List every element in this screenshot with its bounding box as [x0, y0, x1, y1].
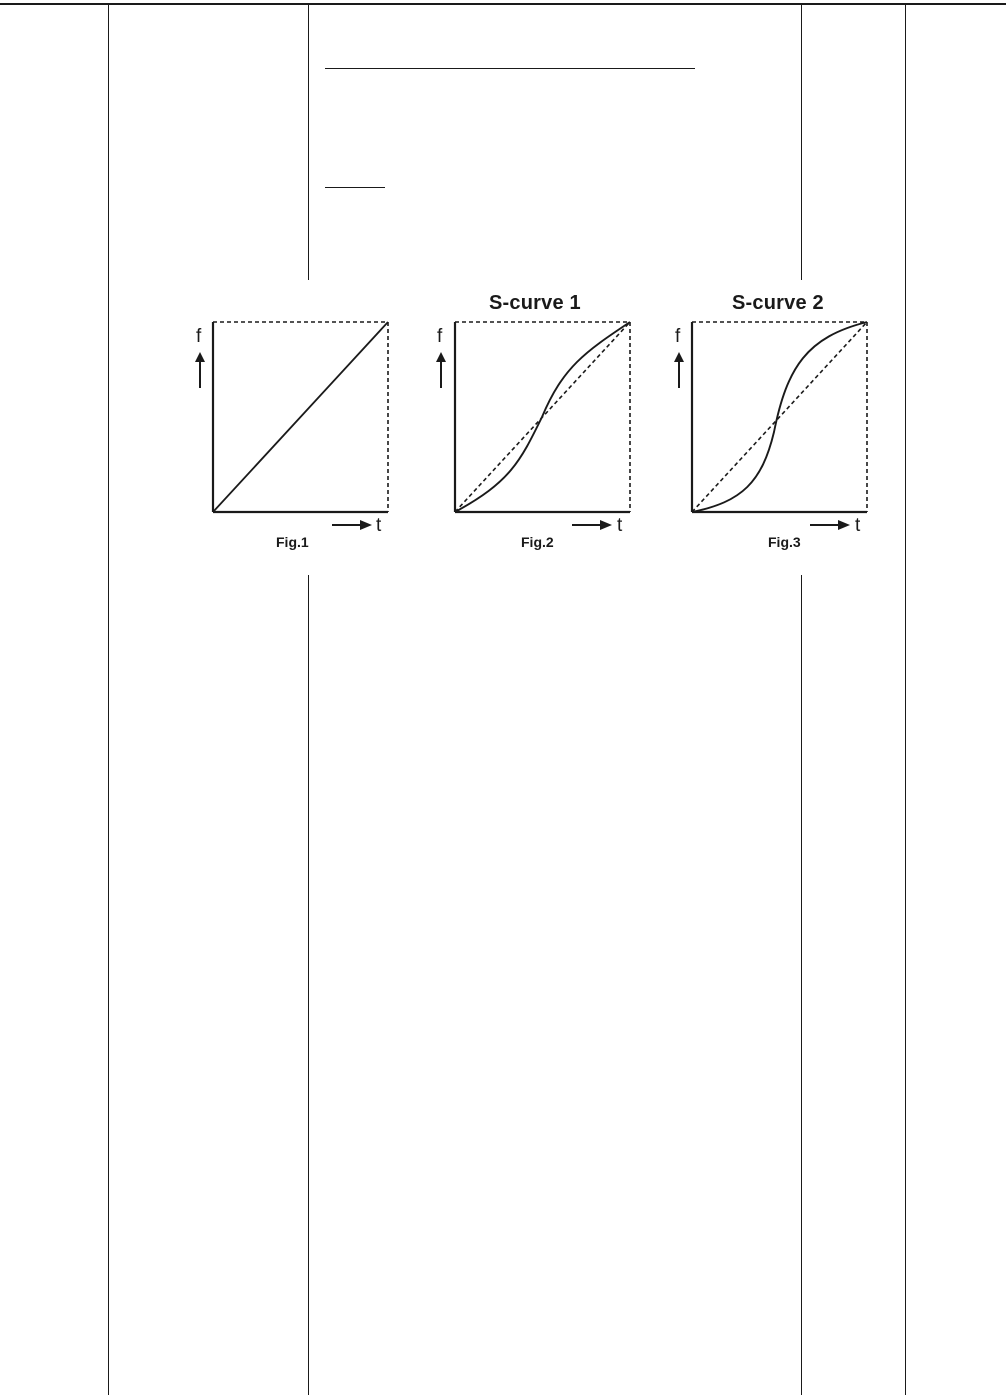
top-rule	[0, 3, 1006, 5]
fig2-caption: Fig.2	[521, 534, 554, 550]
fig2-y-axis-label: f	[437, 326, 443, 347]
fig2-plot	[455, 322, 655, 522]
figures-row	[0, 280, 1006, 580]
fig1-caption: Fig.1	[276, 534, 309, 550]
right-margin-line	[905, 4, 906, 1395]
fig2-x-arrow-icon	[572, 520, 612, 530]
fig1-x-arrow-icon	[332, 520, 372, 530]
left-margin-line	[108, 4, 109, 1395]
underline-long	[325, 68, 695, 69]
fig3-plot	[692, 322, 892, 522]
fig1-y-arrow-icon	[195, 352, 205, 388]
fig3-y-arrow-icon	[674, 352, 684, 388]
fig3-y-axis-label: f	[675, 326, 681, 347]
fig2-x-axis-label: t	[617, 515, 623, 536]
text-column-right-lower	[801, 575, 802, 1395]
underline-short	[325, 187, 385, 188]
fig3-x-axis-label: t	[855, 515, 861, 536]
fig1-x-axis-label: t	[376, 515, 382, 536]
text-column-left-lower	[308, 575, 309, 1395]
fig3-caption: Fig.3	[768, 534, 801, 550]
fig2-title: S-curve 1	[489, 292, 581, 314]
text-column-left-upper	[308, 4, 309, 280]
fig3-title: S-curve 2	[732, 292, 824, 314]
fig1-y-axis-label: f	[196, 326, 202, 347]
fig1-linear-curve	[213, 322, 388, 512]
fig3-reference-diagonal	[692, 322, 867, 512]
text-column-right-upper	[801, 4, 802, 280]
fig2-y-arrow-icon	[436, 352, 446, 388]
fig3-x-arrow-icon	[810, 520, 850, 530]
fig1-plot	[213, 322, 413, 522]
